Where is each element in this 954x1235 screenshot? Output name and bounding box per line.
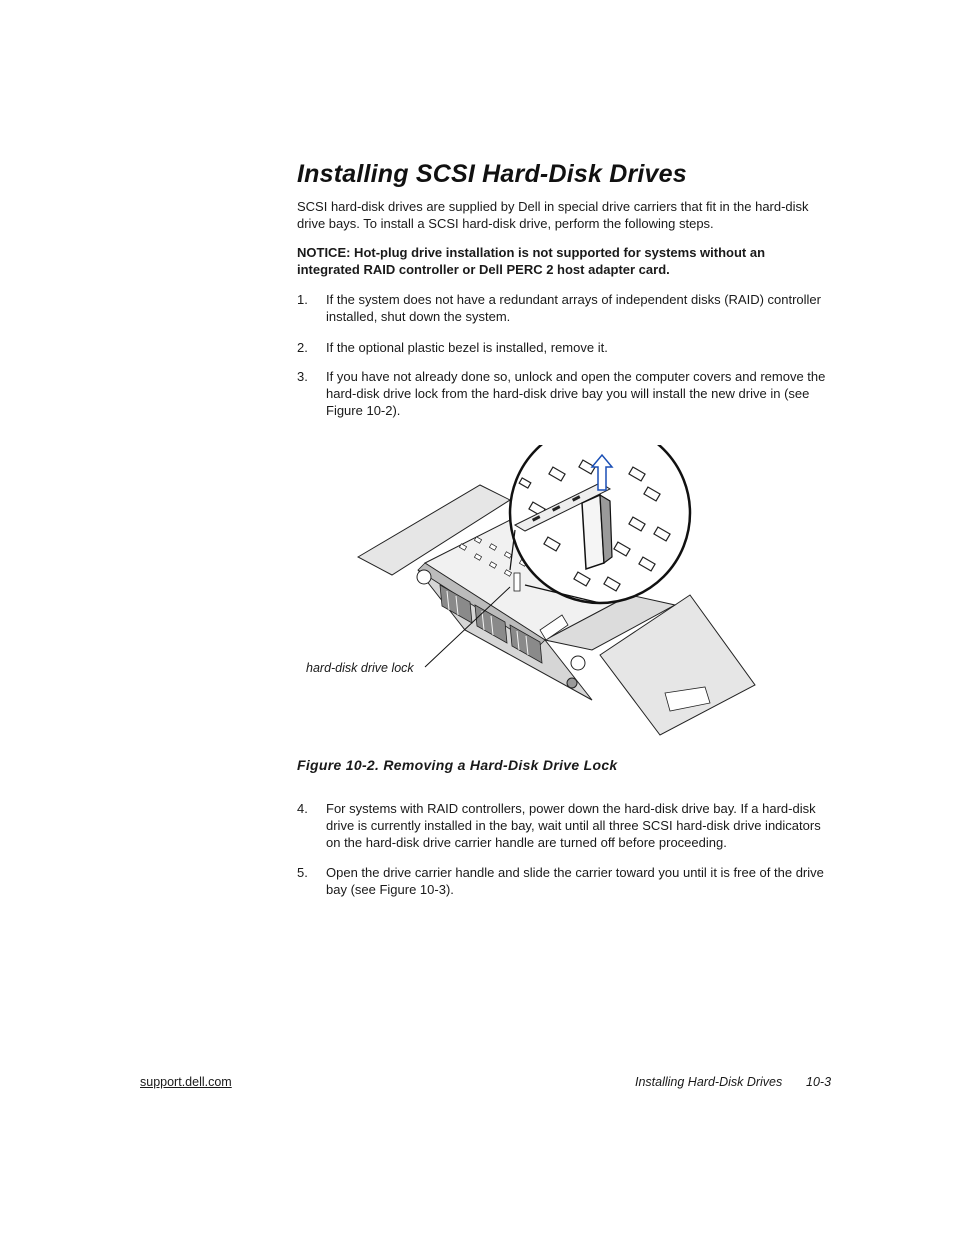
notice-paragraph: NOTICE: Hot-plug drive installation is not supported for systems without an integrated RAID controller or Dell PERC 2 host adapter card. [297, 245, 766, 277]
figure-10-2-illustration [300, 445, 760, 745]
step-number: 1. [297, 292, 308, 307]
footer-page-number: 10-3 [806, 1075, 832, 1089]
step-5 [297, 864, 831, 898]
footer-section-title: Installing Hard-Disk Drives [635, 1075, 783, 1089]
step-number: 4. [297, 801, 308, 816]
figure-caption: Figure 10-2. Removing a Hard-Disk Drive Lock [297, 757, 618, 773]
intro-paragraph: SCSI hard-disk drives are supplied by Dell in special drive carriers that fit in the hard-disk drive bays. To install a SCSI hard-disk drive, perform the following steps. [297, 199, 809, 231]
figure-callout-label: hard-disk drive lock [306, 661, 414, 675]
step-number: 3. [297, 369, 308, 384]
step-text: Open the drive carrier handle and slide the carrier toward you until it is free of the drive bay (see Figure 10-3). [326, 865, 824, 897]
step-number: 2. [297, 340, 308, 355]
step-4 [297, 800, 831, 851]
page-title: Installing SCSI Hard-Disk Drives [297, 160, 687, 188]
step-3 [297, 368, 831, 419]
server-drive-lock-drawing [300, 445, 760, 745]
footer-support-link[interactable]: support.dell.com [140, 1075, 232, 1089]
step-number: 5. [297, 865, 308, 880]
step-2 [297, 339, 831, 356]
step-text: If the system does not have a redundant arrays of independent disks (RAID) controller installed, shut down the system. [326, 292, 821, 324]
step-1 [297, 291, 831, 325]
step-text: For systems with RAID controllers, power down the hard-disk drive bay. If a hard-disk drive is currently installed in the bay, wait until all three SCSI hard-disk drive indicators on the hard-disk drive carrier handle are turned off before proceeding. [326, 801, 821, 850]
step-text: If the optional plastic bezel is installed, remove it. [326, 340, 608, 355]
step-text: If you have not already done so, unlock and open the computer covers and remove the hard-disk drive lock from the hard-disk drive bay you will install the new drive in (see Figure 10-2). [326, 369, 826, 418]
